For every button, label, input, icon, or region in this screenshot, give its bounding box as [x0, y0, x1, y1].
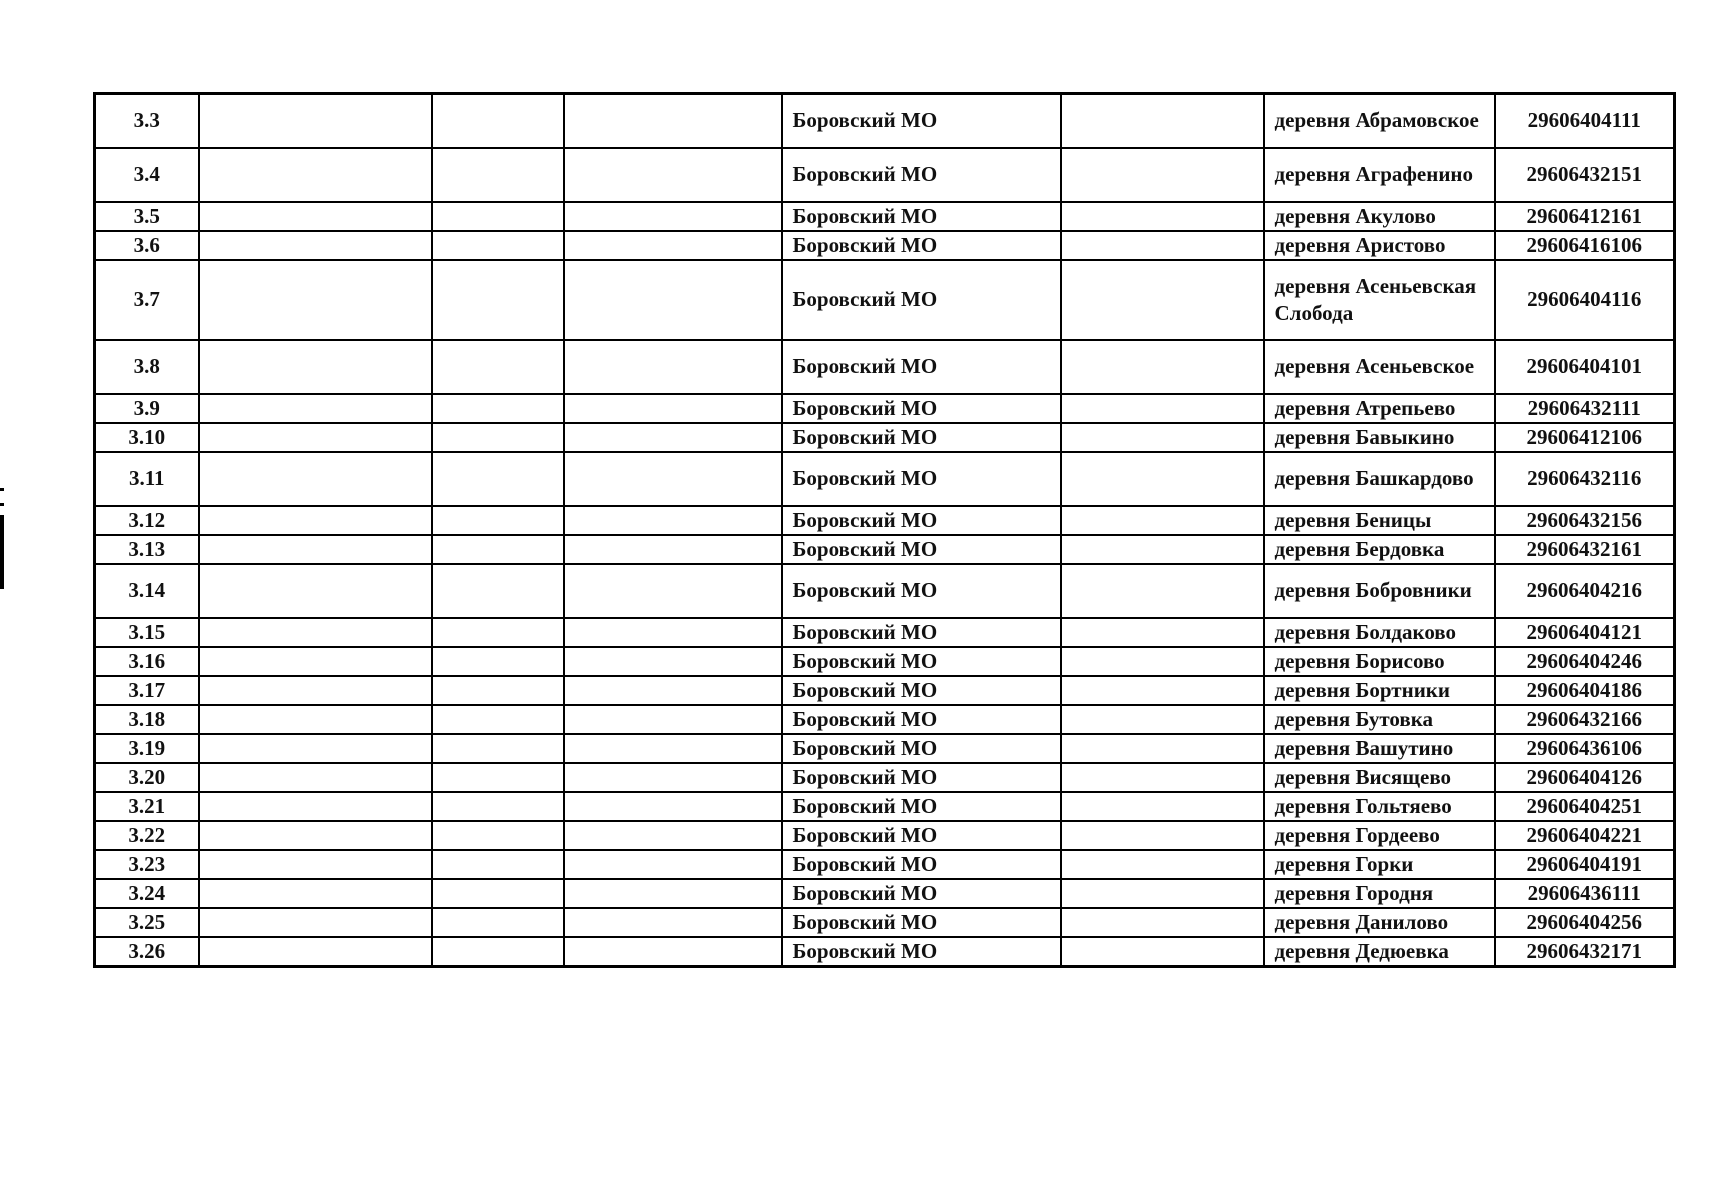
- empty-cell: [432, 647, 564, 676]
- row-number-cell: 3.6: [95, 231, 199, 260]
- district-cell: Боровский МО: [782, 676, 1061, 705]
- settlement-cell: деревня Бортники: [1264, 676, 1495, 705]
- page-edge-mark: [0, 488, 4, 506]
- empty-cell: [564, 231, 782, 260]
- empty-cell: [199, 676, 432, 705]
- table-body: [95, 94, 1675, 967]
- empty-cell: [564, 792, 782, 821]
- empty-cell: [432, 564, 564, 618]
- empty-cell: [1061, 535, 1264, 564]
- district-cell: Боровский МО: [782, 850, 1061, 879]
- empty-cell: [564, 394, 782, 423]
- empty-cell: [432, 850, 564, 879]
- empty-cell: [432, 340, 564, 394]
- empty-cell: [199, 340, 432, 394]
- settlement-cell: деревня Висящево: [1264, 763, 1495, 792]
- empty-cell: [1061, 734, 1264, 763]
- oktmo-code-cell: 29606432166: [1495, 705, 1675, 734]
- empty-cell: [432, 231, 564, 260]
- table-row: [95, 676, 1675, 705]
- settlement-cell: деревня Акулово: [1264, 202, 1495, 231]
- settlement-cell: деревня Гольтяево: [1264, 792, 1495, 821]
- row-number-cell: 3.17: [95, 676, 199, 705]
- empty-cell: [564, 535, 782, 564]
- empty-cell: [432, 676, 564, 705]
- empty-cell: [564, 423, 782, 452]
- empty-cell: [564, 850, 782, 879]
- district-cell: Боровский МО: [782, 423, 1061, 452]
- empty-cell: [1061, 676, 1264, 705]
- district-cell: Боровский МО: [782, 340, 1061, 394]
- oktmo-code-cell: 29606404256: [1495, 908, 1675, 937]
- empty-cell: [432, 394, 564, 423]
- oktmo-code-cell: 29606404246: [1495, 647, 1675, 676]
- oktmo-code-cell: 29606404121: [1495, 618, 1675, 647]
- empty-cell: [432, 423, 564, 452]
- empty-cell: [199, 564, 432, 618]
- empty-cell: [432, 618, 564, 647]
- empty-cell: [564, 676, 782, 705]
- empty-cell: [432, 734, 564, 763]
- district-cell: Боровский МО: [782, 647, 1061, 676]
- settlement-cell: деревня Бутовка: [1264, 705, 1495, 734]
- empty-cell: [1061, 260, 1264, 340]
- empty-cell: [1061, 423, 1264, 452]
- row-number-cell: 3.3: [95, 94, 199, 148]
- empty-cell: [1061, 908, 1264, 937]
- row-number-cell: 3.9: [95, 394, 199, 423]
- settlement-cell: деревня Асеньевское: [1264, 340, 1495, 394]
- table-row: [95, 618, 1675, 647]
- empty-cell: [1061, 821, 1264, 850]
- empty-cell: [1061, 202, 1264, 231]
- empty-cell: [199, 937, 432, 967]
- district-cell: Боровский МО: [782, 564, 1061, 618]
- empty-cell: [1061, 879, 1264, 908]
- row-number-cell: 3.13: [95, 535, 199, 564]
- empty-cell: [564, 647, 782, 676]
- table-row: [95, 535, 1675, 564]
- district-cell: Боровский МО: [782, 452, 1061, 506]
- empty-cell: [432, 506, 564, 535]
- empty-cell: [1061, 452, 1264, 506]
- empty-cell: [199, 792, 432, 821]
- row-number-cell: 3.10: [95, 423, 199, 452]
- empty-cell: [199, 734, 432, 763]
- row-number-cell: 3.24: [95, 879, 199, 908]
- empty-cell: [199, 394, 432, 423]
- empty-cell: [564, 879, 782, 908]
- table-row: [95, 452, 1675, 506]
- district-cell: Боровский МО: [782, 394, 1061, 423]
- oktmo-code-cell: 29606412161: [1495, 202, 1675, 231]
- row-number-cell: 3.7: [95, 260, 199, 340]
- row-number-cell: 3.4: [95, 148, 199, 202]
- table-row: [95, 94, 1675, 148]
- empty-cell: [432, 908, 564, 937]
- table-row: [95, 564, 1675, 618]
- district-cell: Боровский МО: [782, 148, 1061, 202]
- empty-cell: [432, 937, 564, 967]
- table-row: [95, 394, 1675, 423]
- district-cell: Боровский МО: [782, 734, 1061, 763]
- row-number-cell: 3.18: [95, 705, 199, 734]
- settlement-cell: деревня Асеньевская Слобода: [1264, 260, 1495, 340]
- empty-cell: [564, 821, 782, 850]
- empty-cell: [199, 908, 432, 937]
- empty-cell: [564, 260, 782, 340]
- district-cell: Боровский МО: [782, 506, 1061, 535]
- district-cell: Боровский МО: [782, 260, 1061, 340]
- empty-cell: [199, 879, 432, 908]
- empty-cell: [564, 734, 782, 763]
- table-row: [95, 705, 1675, 734]
- district-cell: Боровский МО: [782, 231, 1061, 260]
- settlement-cell: деревня Гордеево: [1264, 821, 1495, 850]
- oktmo-code-cell: 29606404221: [1495, 821, 1675, 850]
- district-cell: Боровский МО: [782, 937, 1061, 967]
- row-number-cell: 3.8: [95, 340, 199, 394]
- empty-cell: [199, 452, 432, 506]
- oktmo-code-cell: 29606432171: [1495, 937, 1675, 967]
- empty-cell: [199, 821, 432, 850]
- empty-cell: [1061, 618, 1264, 647]
- empty-cell: [564, 564, 782, 618]
- table-row: [95, 850, 1675, 879]
- empty-cell: [564, 148, 782, 202]
- settlement-cell: деревня Бобровники: [1264, 564, 1495, 618]
- row-number-cell: 3.20: [95, 763, 199, 792]
- settlement-cell: деревня Бердовка: [1264, 535, 1495, 564]
- row-number-cell: 3.14: [95, 564, 199, 618]
- oktmo-code-cell: 29606432116: [1495, 452, 1675, 506]
- empty-cell: [432, 535, 564, 564]
- oktmo-code-cell: 29606404111: [1495, 94, 1675, 148]
- oktmo-code-cell: 29606404101: [1495, 340, 1675, 394]
- settlement-cell: деревня Беницы: [1264, 506, 1495, 535]
- oktmo-code-cell: 29606404216: [1495, 564, 1675, 618]
- oktmo-code-cell: 29606404191: [1495, 850, 1675, 879]
- empty-cell: [564, 705, 782, 734]
- row-number-cell: 3.25: [95, 908, 199, 937]
- empty-cell: [432, 705, 564, 734]
- row-number-cell: 3.22: [95, 821, 199, 850]
- table-row: [95, 260, 1675, 340]
- empty-cell: [432, 148, 564, 202]
- settlement-cell: деревня Данилово: [1264, 908, 1495, 937]
- empty-cell: [199, 618, 432, 647]
- district-cell: Боровский МО: [782, 535, 1061, 564]
- table-row: [95, 202, 1675, 231]
- empty-cell: [199, 705, 432, 734]
- empty-cell: [199, 535, 432, 564]
- empty-cell: [564, 763, 782, 792]
- empty-cell: [199, 506, 432, 535]
- table-row: [95, 734, 1675, 763]
- oktmo-code-cell: 29606436111: [1495, 879, 1675, 908]
- settlement-cell: деревня Аристово: [1264, 231, 1495, 260]
- empty-cell: [1061, 850, 1264, 879]
- row-number-cell: 3.11: [95, 452, 199, 506]
- empty-cell: [564, 94, 782, 148]
- settlement-cell: деревня Бавыкино: [1264, 423, 1495, 452]
- empty-cell: [199, 148, 432, 202]
- settlement-cell: деревня Башкардово: [1264, 452, 1495, 506]
- oktmo-code-cell: 29606432151: [1495, 148, 1675, 202]
- empty-cell: [564, 506, 782, 535]
- empty-cell: [432, 260, 564, 340]
- empty-cell: [564, 937, 782, 967]
- row-number-cell: 3.16: [95, 647, 199, 676]
- settlement-cell: деревня Вашутино: [1264, 734, 1495, 763]
- settlement-cell: деревня Абрамовское: [1264, 94, 1495, 148]
- settlement-cell: деревня Городня: [1264, 879, 1495, 908]
- empty-cell: [199, 647, 432, 676]
- oktmo-code-cell: 29606412106: [1495, 423, 1675, 452]
- empty-cell: [1061, 340, 1264, 394]
- table-row: [95, 148, 1675, 202]
- empty-cell: [1061, 148, 1264, 202]
- settlement-cell: деревня Борисово: [1264, 647, 1495, 676]
- oktmo-code-cell: 29606404116: [1495, 260, 1675, 340]
- empty-cell: [432, 792, 564, 821]
- district-cell: Боровский МО: [782, 763, 1061, 792]
- table-row: [95, 879, 1675, 908]
- empty-cell: [432, 452, 564, 506]
- table-row: [95, 792, 1675, 821]
- empty-cell: [564, 340, 782, 394]
- empty-cell: [432, 821, 564, 850]
- table-row: [95, 231, 1675, 260]
- empty-cell: [199, 231, 432, 260]
- row-number-cell: 3.21: [95, 792, 199, 821]
- district-cell: Боровский МО: [782, 705, 1061, 734]
- page-edge-bar: [0, 515, 4, 589]
- empty-cell: [1061, 506, 1264, 535]
- empty-cell: [199, 423, 432, 452]
- empty-cell: [199, 260, 432, 340]
- row-number-cell: 3.12: [95, 506, 199, 535]
- empty-cell: [1061, 647, 1264, 676]
- row-number-cell: 3.5: [95, 202, 199, 231]
- empty-cell: [1061, 394, 1264, 423]
- oktmo-code-cell: 29606432156: [1495, 506, 1675, 535]
- oktmo-code-cell: 29606404186: [1495, 676, 1675, 705]
- table-row: [95, 821, 1675, 850]
- settlement-cell: деревня Атрепьево: [1264, 394, 1495, 423]
- oktmo-code-cell: 29606404126: [1495, 763, 1675, 792]
- empty-cell: [432, 202, 564, 231]
- settlement-cell: деревня Аграфенино: [1264, 148, 1495, 202]
- table-row: [95, 908, 1675, 937]
- oktmo-code-cell: 29606404251: [1495, 792, 1675, 821]
- oktmo-code-cell: 29606436106: [1495, 734, 1675, 763]
- settlement-cell: деревня Горки: [1264, 850, 1495, 879]
- empty-cell: [1061, 792, 1264, 821]
- table-row: [95, 423, 1675, 452]
- empty-cell: [432, 94, 564, 148]
- empty-cell: [564, 618, 782, 647]
- empty-cell: [432, 879, 564, 908]
- district-cell: Боровский МО: [782, 879, 1061, 908]
- empty-cell: [1061, 94, 1264, 148]
- empty-cell: [199, 850, 432, 879]
- table-row: [95, 647, 1675, 676]
- district-cell: Боровский МО: [782, 792, 1061, 821]
- settlement-table: [93, 92, 1676, 968]
- settlement-cell: деревня Дедюевка: [1264, 937, 1495, 967]
- table-row: [95, 937, 1675, 967]
- table-row: [95, 506, 1675, 535]
- district-cell: Боровский МО: [782, 908, 1061, 937]
- empty-cell: [564, 202, 782, 231]
- district-cell: Боровский МО: [782, 821, 1061, 850]
- district-cell: Боровский МО: [782, 94, 1061, 148]
- oktmo-code-cell: 29606432161: [1495, 535, 1675, 564]
- oktmo-code-cell: 29606416106: [1495, 231, 1675, 260]
- settlement-cell: деревня Болдаково: [1264, 618, 1495, 647]
- row-number-cell: 3.19: [95, 734, 199, 763]
- empty-cell: [1061, 937, 1264, 967]
- district-cell: Боровский МО: [782, 618, 1061, 647]
- empty-cell: [199, 94, 432, 148]
- empty-cell: [1061, 564, 1264, 618]
- empty-cell: [564, 452, 782, 506]
- table-row: [95, 340, 1675, 394]
- empty-cell: [1061, 705, 1264, 734]
- empty-cell: [564, 908, 782, 937]
- empty-cell: [432, 763, 564, 792]
- empty-cell: [199, 763, 432, 792]
- empty-cell: [1061, 763, 1264, 792]
- oktmo-code-cell: 29606432111: [1495, 394, 1675, 423]
- empty-cell: [199, 202, 432, 231]
- row-number-cell: 3.23: [95, 850, 199, 879]
- row-number-cell: 3.26: [95, 937, 199, 967]
- row-number-cell: 3.15: [95, 618, 199, 647]
- district-cell: Боровский МО: [782, 202, 1061, 231]
- empty-cell: [1061, 231, 1264, 260]
- table-row: [95, 763, 1675, 792]
